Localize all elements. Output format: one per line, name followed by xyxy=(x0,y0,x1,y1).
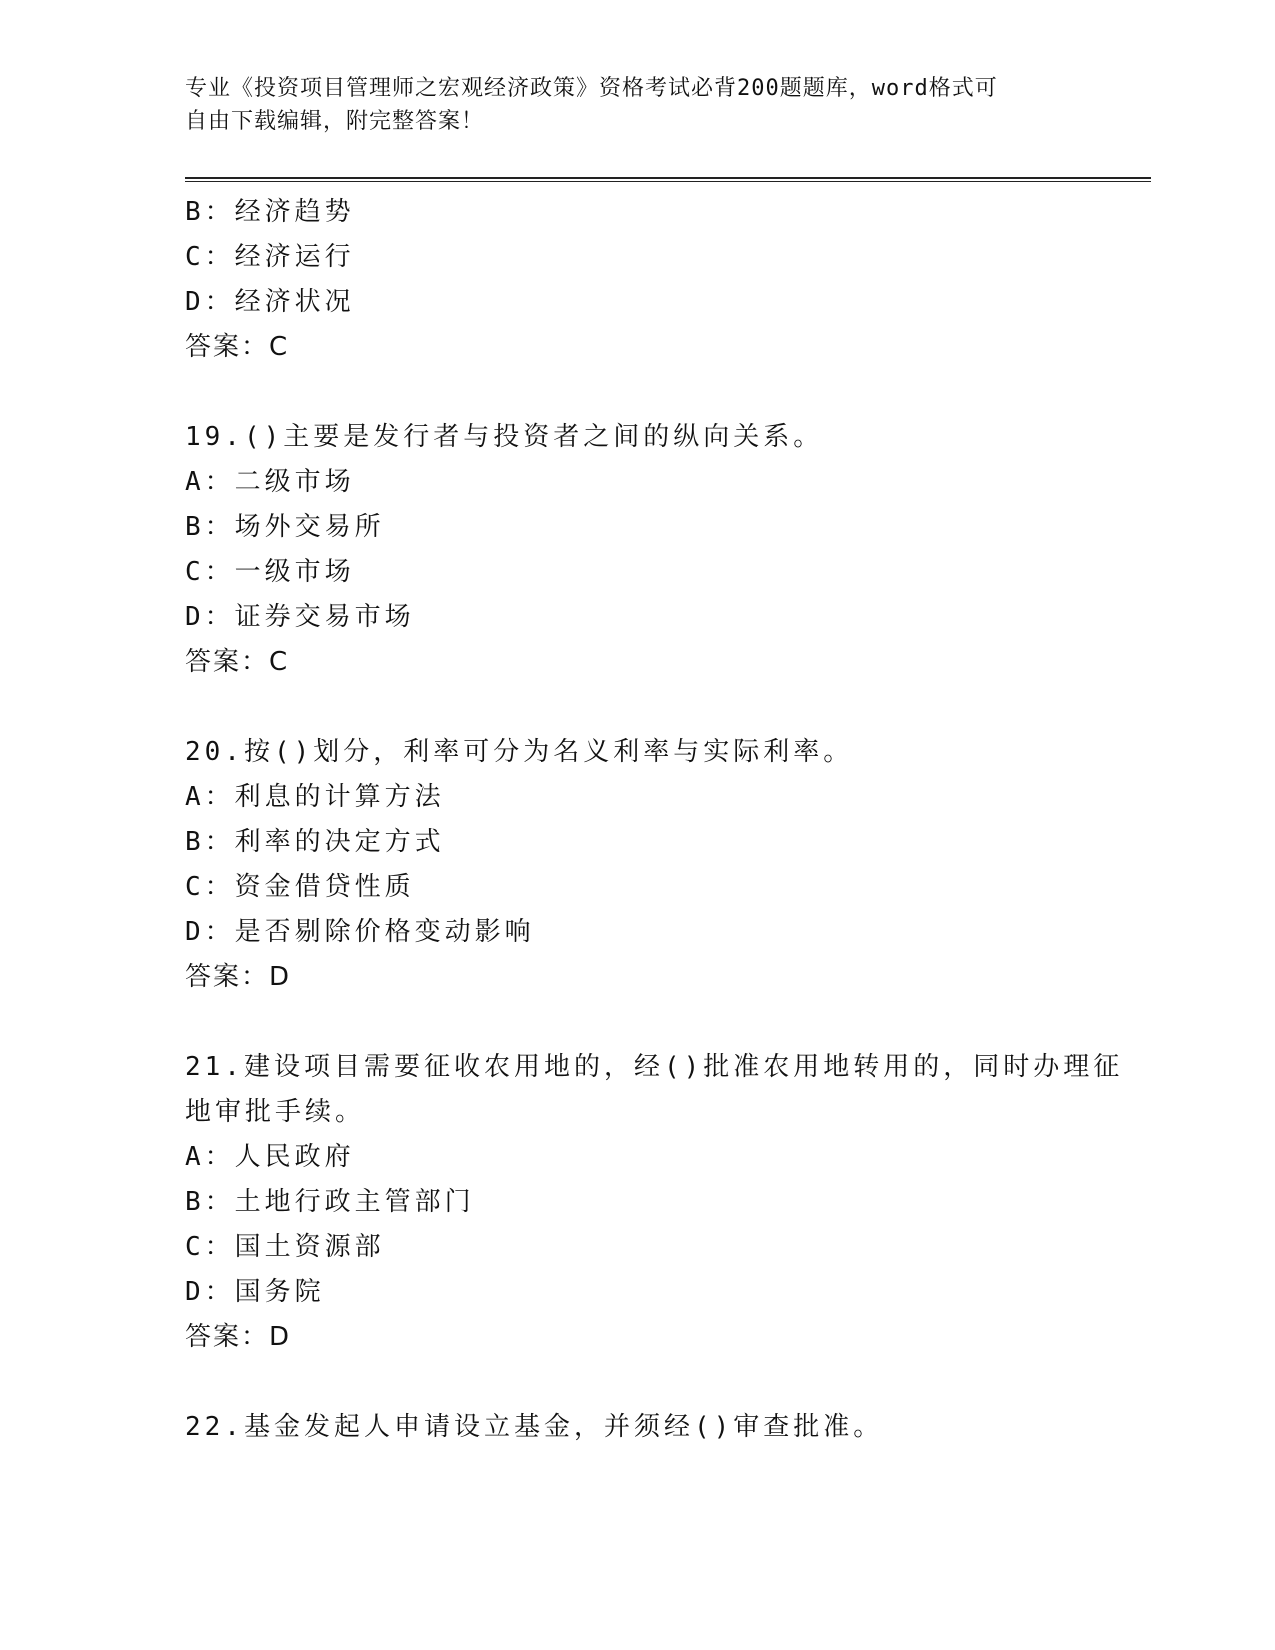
option-c: C：经济运行 xyxy=(185,242,355,272)
document-header xyxy=(185,72,1065,138)
option-d: D：国务院 xyxy=(185,1277,325,1307)
spacer xyxy=(185,370,1085,415)
option-c: C：国土资源部 xyxy=(185,1232,385,1262)
spacer xyxy=(185,1360,1085,1405)
option-d: D：经济状况 xyxy=(185,287,355,317)
question-19 xyxy=(185,415,1085,685)
option-c: C：资金借贷性质 xyxy=(185,872,415,902)
option-b: B：土地行政主管部门 xyxy=(185,1187,475,1217)
spacer xyxy=(185,685,1085,730)
option-b: B：经济趋势 xyxy=(185,197,355,227)
answer-line: 答案：C xyxy=(185,332,290,362)
option-c: C：一级市场 xyxy=(185,557,355,587)
option-a: A：二级市场 xyxy=(185,467,355,497)
header-divider xyxy=(185,177,1151,182)
question-stem-line-2: 地审批手续。 xyxy=(185,1097,366,1127)
question-18-tail xyxy=(185,190,1085,370)
header-line-2: 自由下载编辑，附完整答案！ xyxy=(185,109,485,134)
question-22 xyxy=(185,1405,1085,1450)
header-line-1: 专业《投资项目管理师之宏观经济政策》资格考试必背200题题库，word格式可 xyxy=(185,76,998,101)
question-20 xyxy=(185,730,1085,1000)
answer-line: 答案：C xyxy=(185,647,290,677)
question-stem: 20.按()划分，利率可分为名义利率与实际利率。 xyxy=(185,737,854,767)
option-b: B：利率的决定方式 xyxy=(185,827,445,857)
option-a: A：利息的计算方法 xyxy=(185,782,445,812)
question-21 xyxy=(185,1045,1124,1360)
question-stem: 19.()主要是发行者与投资者之间的纵向关系。 xyxy=(185,422,824,452)
question-stem: 22.基金发起人申请设立基金，并须经()审查批准。 xyxy=(185,1412,884,1442)
option-a: A：人民政府 xyxy=(185,1142,355,1172)
answer-line: 答案：D xyxy=(185,1322,292,1352)
answer-line: 答案：D xyxy=(185,962,292,992)
spacer xyxy=(185,1000,1085,1045)
question-list xyxy=(185,190,1124,1450)
option-d: D：是否剔除价格变动影响 xyxy=(185,917,535,947)
option-d: D：证券交易市场 xyxy=(185,602,415,632)
option-b: B：场外交易所 xyxy=(185,512,385,542)
question-stem-line-1: 21.建设项目需要征收农用地的，经()批准农用地转用的，同时办理征 xyxy=(185,1052,1124,1082)
